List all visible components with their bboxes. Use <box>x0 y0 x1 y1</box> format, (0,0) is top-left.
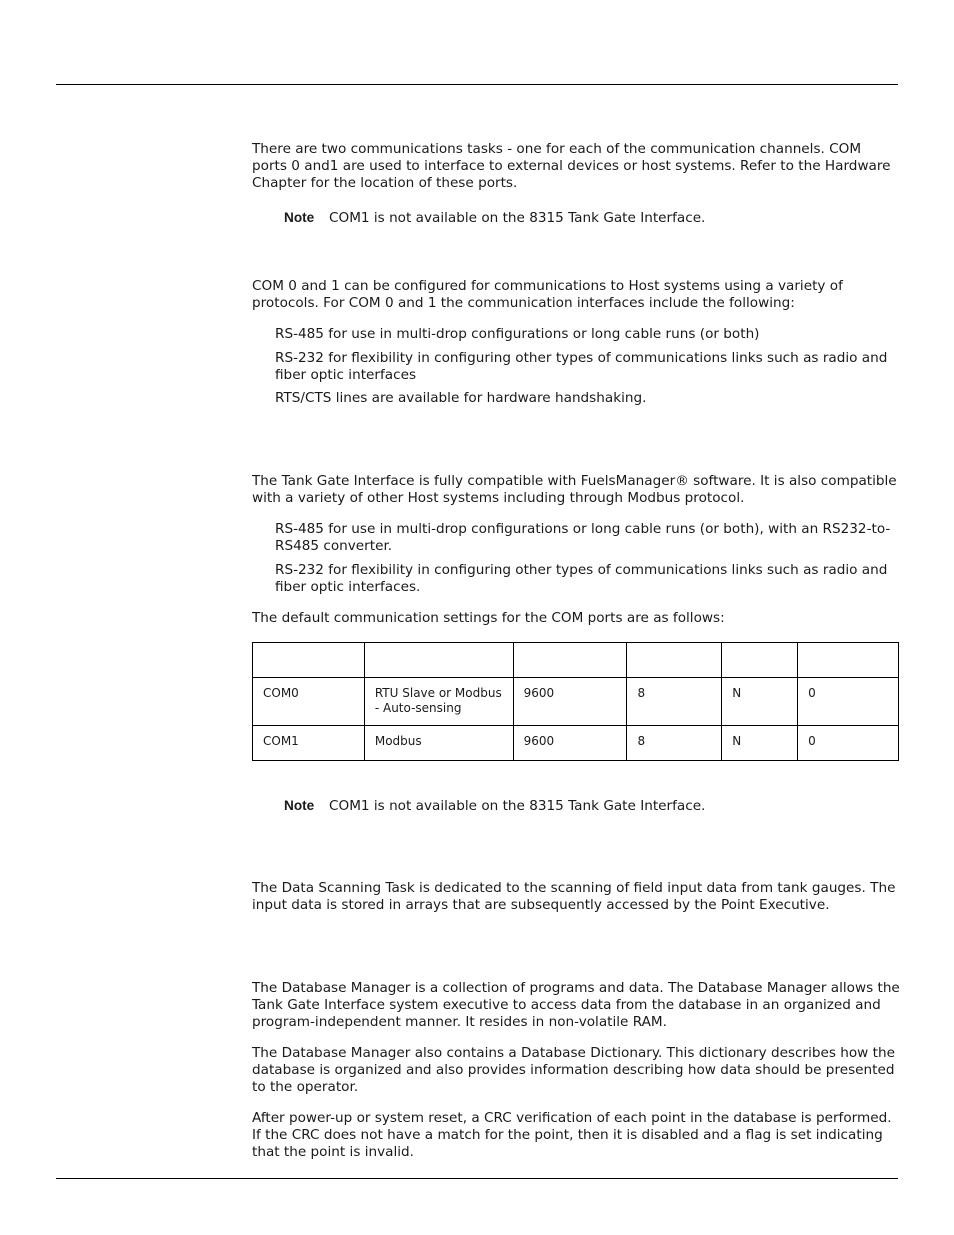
table-cell: COM0 <box>253 678 365 726</box>
compat-paragraph: The Tank Gate Interface is fully compatible with FuelsManager® software. It is also compatible with a variety of other Host systems including through Modbus protocol. <box>252 473 897 506</box>
table-header-cell <box>798 643 899 678</box>
defaults-intro: The default communication settings for the COM ports are as follows: <box>252 610 725 626</box>
list-item: RS-232 for flexibility in configuring other types of communications links such as radio and fiber optic interfaces <box>275 350 888 383</box>
note-text: COM1 is not available on the 8315 Tank Gate Interface. <box>329 210 706 226</box>
intro-paragraph: There are two communications tasks - one for each of the communication channels. COM ports 0 and1 are used to interface to external devices or host systems. Refer to the Hardware Chapter for the location of these ports. <box>252 141 891 191</box>
data-scanning-paragraph: The Data Scanning Task is dedicated to the scanning of field input data from tank gauges. The input data is stored in arrays that are subsequently accessed by the Point Executive. <box>252 880 896 913</box>
table-header-row <box>253 643 899 678</box>
table-row <box>253 678 899 726</box>
header-rule <box>56 84 898 85</box>
list-item: RS-485 for use in multi-drop configurations or long cable runs (or both) <box>275 326 760 342</box>
note-label: Note <box>284 210 315 225</box>
table-cell: 8 <box>627 726 722 761</box>
table-cell: Modbus <box>364 726 513 761</box>
table-header-cell <box>513 643 627 678</box>
table-cell: 0 <box>798 678 899 726</box>
table-cell: RTU Slave or Modbus - Auto-sensing <box>364 678 513 726</box>
table-cell: COM1 <box>253 726 365 761</box>
note-text: COM1 is not available on the 8315 Tank Gate Interface. <box>329 798 706 814</box>
table-row <box>253 726 899 761</box>
table-header-cell <box>364 643 513 678</box>
database-paragraph: The Database Manager also contains a Database Dictionary. This dictionary describes how the database is organized and also provides information describing how data should be presented to the operator. <box>252 1045 895 1095</box>
table-header-cell <box>627 643 722 678</box>
note-1 <box>284 209 705 227</box>
table-cell: N <box>722 678 798 726</box>
note-label: Note <box>284 798 315 813</box>
host-comm-paragraph: COM 0 and 1 can be configured for communications to Host systems using a variety of protocols. For COM 0 and 1 the communication interfaces include the following: <box>252 278 843 311</box>
database-paragraph: After power-up or system reset, a CRC verification of each point in the database is performed. If the CRC does not have a match for the point, then it is disabled and a flag is set indicating that the point is invalid. <box>252 1110 892 1160</box>
table-cell: 9600 <box>513 678 627 726</box>
table-cell: 8 <box>627 678 722 726</box>
com-settings-table <box>252 642 899 761</box>
list-item: RS-485 for use in multi-drop configurations or long cable runs (or both), with an RS232-to-RS485 converter. <box>275 521 891 554</box>
footer-rule <box>56 1178 898 1179</box>
note-2 <box>284 797 705 815</box>
table-cell: 0 <box>798 726 899 761</box>
database-paragraph: The Database Manager is a collection of programs and data. The Database Manager allows the Tank Gate Interface system executive to access data from the database in an organized and program-independent manner. It resides in non-volatile RAM. <box>252 980 900 1030</box>
table-cell: 9600 <box>513 726 627 761</box>
table-header-cell <box>722 643 798 678</box>
list-item: RS-232 for flexibility in configuring other types of communications links such as radio and fiber optic interfaces. <box>275 562 888 595</box>
table-header-cell <box>253 643 365 678</box>
list-item: RTS/CTS lines are available for hardware handshaking. <box>275 390 647 406</box>
table-cell: N <box>722 726 798 761</box>
